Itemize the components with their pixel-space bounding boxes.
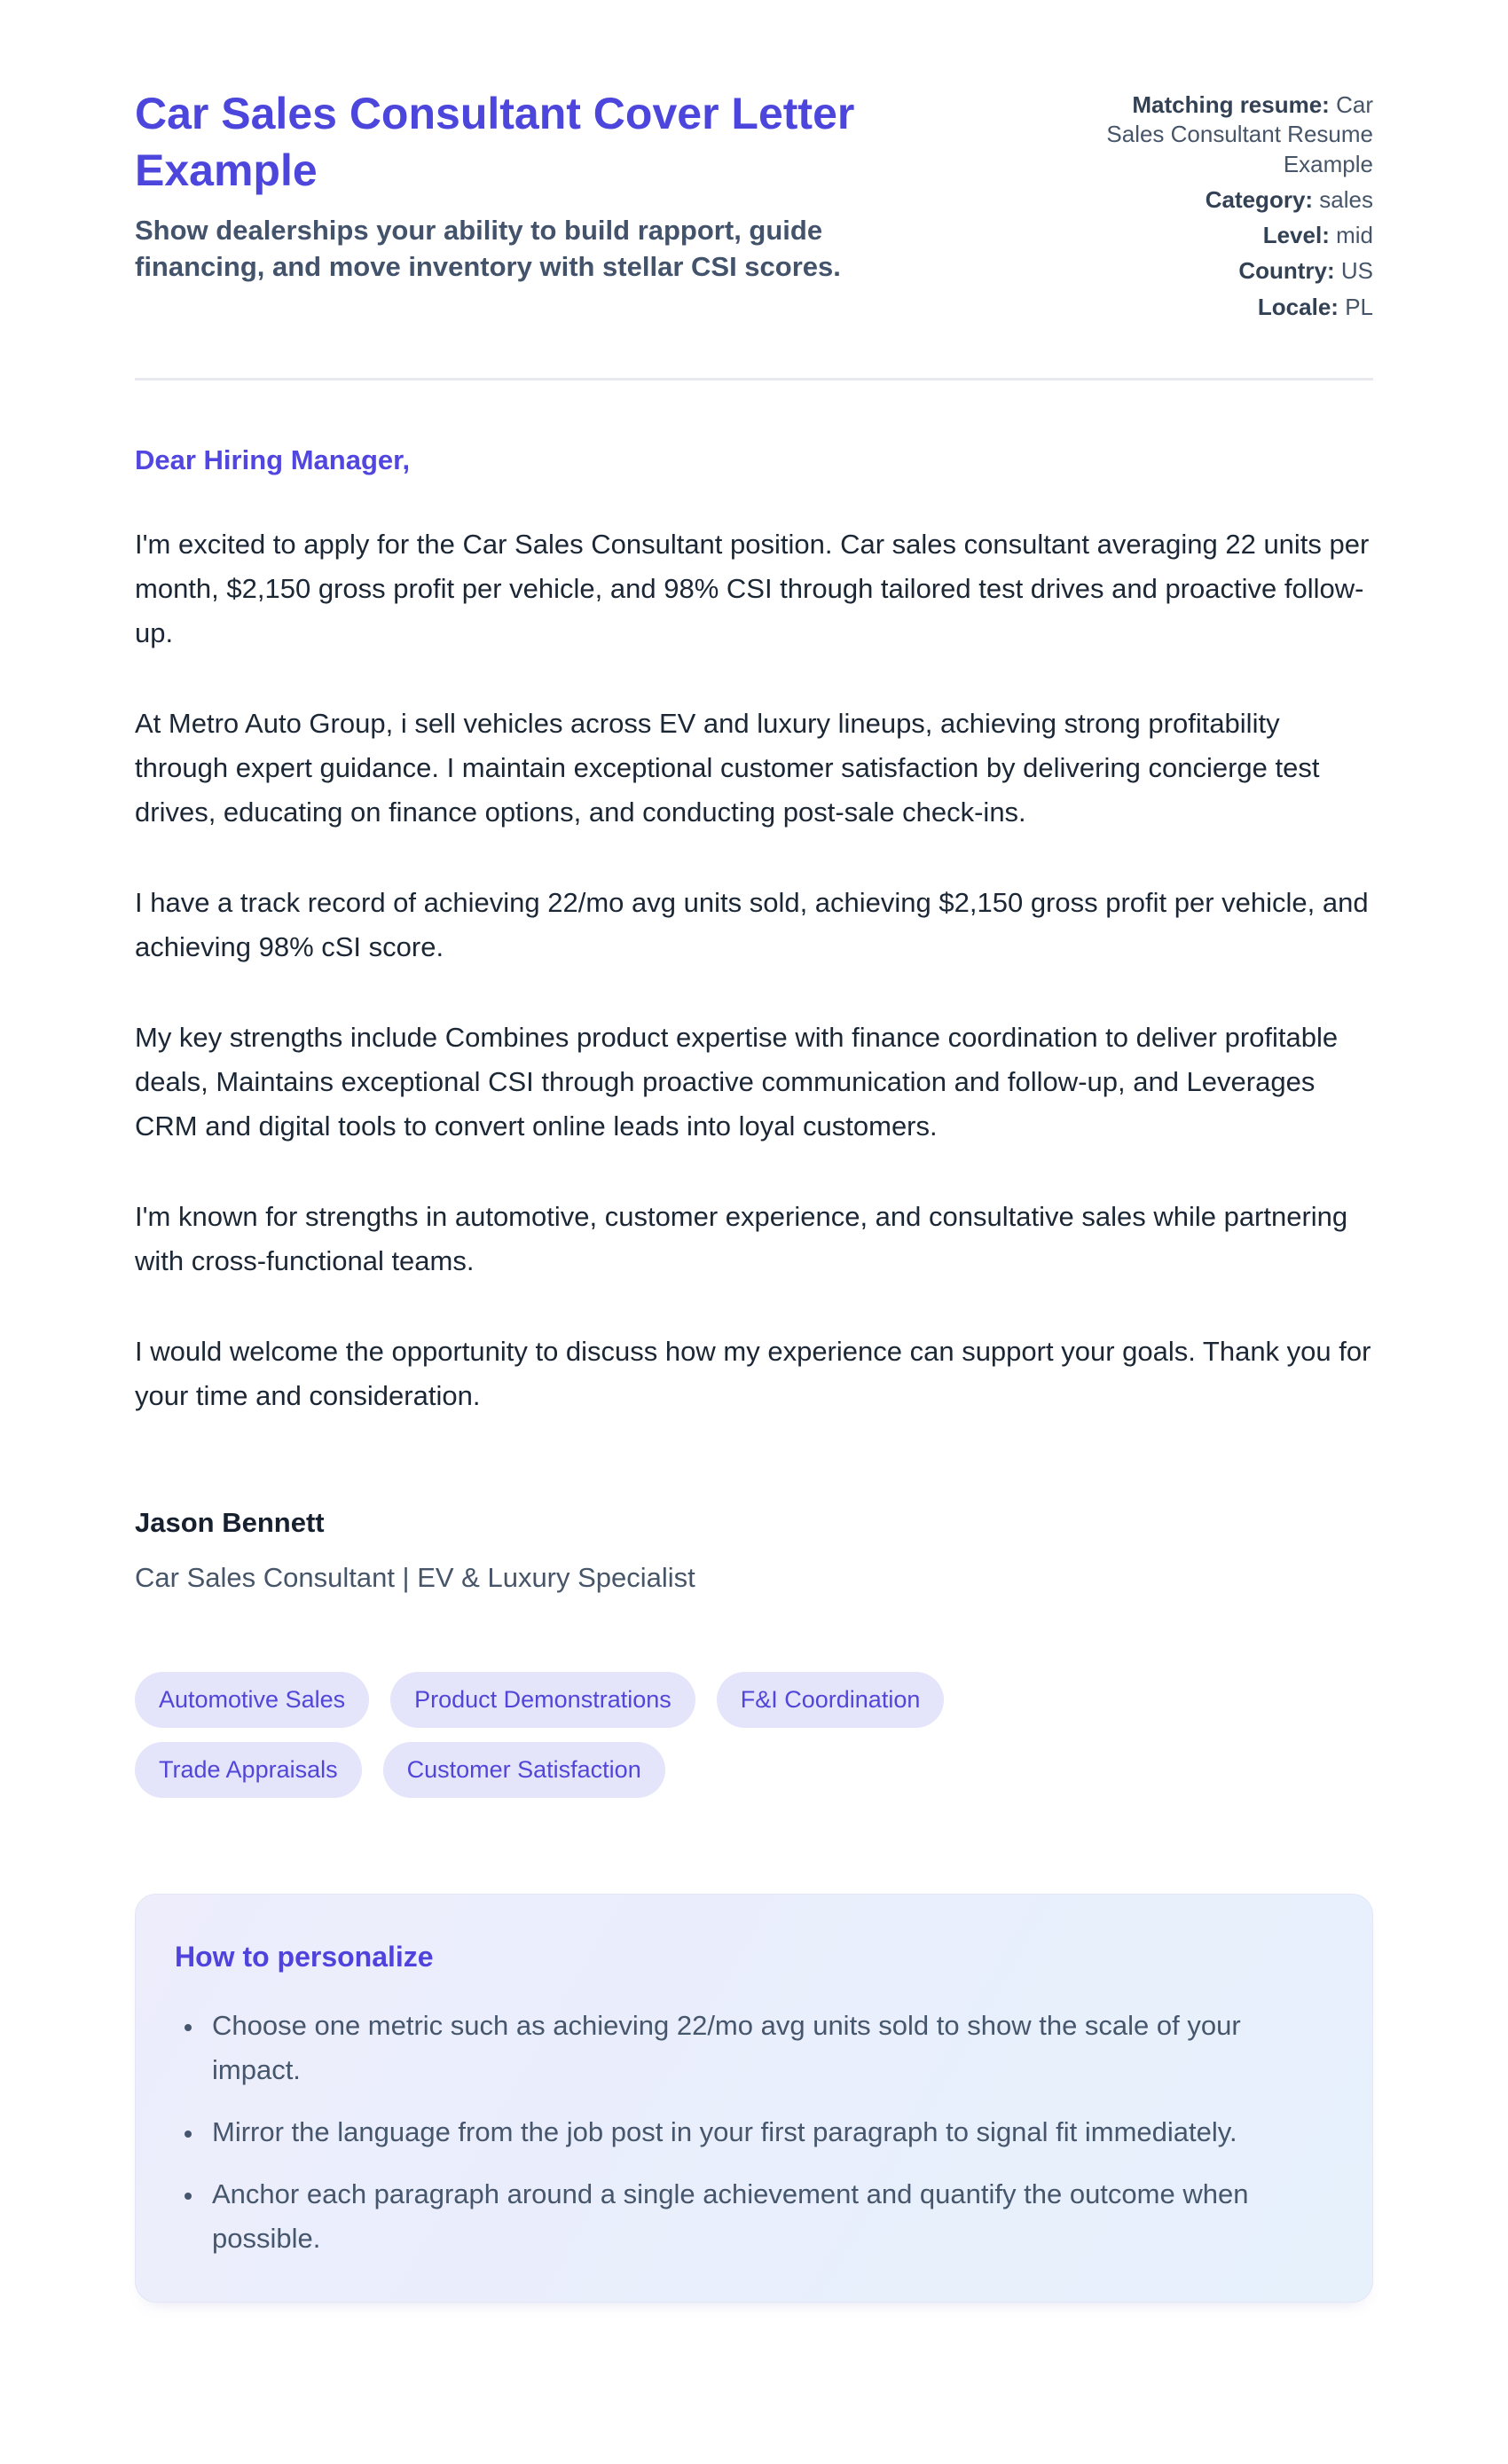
- meta-value: Car Sales Consultant Resume Example: [1106, 91, 1373, 177]
- tip-text: Anchor each paragraph around a single achievement and quantify the outcome when possible.: [212, 2178, 1249, 2254]
- header-title-block: [135, 85, 933, 286]
- header: [135, 85, 1373, 328]
- meta-label: Matching resume:: [1132, 91, 1330, 118]
- meta-level: [1080, 221, 1373, 250]
- meta-category: [1080, 185, 1373, 215]
- header-divider: [135, 378, 1373, 381]
- tip-text: Choose one metric such as achieving 22/mo avg units sold to show the scale of your impact.: [212, 2009, 1241, 2085]
- tips-title: How to personalize: [175, 1940, 434, 1973]
- skill-tag-automotive-sales[interactable]: Automotive Sales: [135, 1672, 369, 1728]
- meta-value: PL: [1345, 293, 1373, 320]
- skill-tag-customer-satisfaction[interactable]: Customer Satisfaction: [383, 1742, 665, 1798]
- paragraph-2: At Metro Auto Group, i sell vehicles across EV and luxury lineups, achieving strong profitability through expert guidance. I maintain exceptional customer satisfaction by delivering concierge test drives, educating on finance options, and conducting post-sale check-ins.: [135, 707, 1320, 828]
- meta-label: Level:: [1262, 222, 1330, 249]
- meta-country: [1080, 256, 1373, 286]
- skill-tag-fi-coordination[interactable]: F&I Coordination: [717, 1672, 945, 1728]
- letter-body: [135, 444, 1373, 2303]
- meta-matching-resume: [1080, 90, 1373, 179]
- skill-tag-product-demonstrations[interactable]: Product Demonstrations: [390, 1672, 695, 1728]
- paragraph-5: I'm known for strengths in automotive, customer experience, and consultative sales while partnering with cross-functional teams.: [135, 1200, 1348, 1276]
- tips-list: [175, 2004, 1323, 2261]
- meta-value: mid: [1336, 222, 1373, 249]
- meta-label: Locale:: [1257, 293, 1339, 320]
- paragraph-1: I'm excited to apply for the Car Sales Consultant position. Car sales consultant averaging 22 units per month, $2,150 gross profit per vehicle, and 98% CSI through tailored test drives and proactive follow-up.: [135, 528, 1370, 648]
- paragraph-4: My key strengths include Combines product expertise with finance coordination to deliver profitable deals, Maintains exceptional CSI through proactive communication and follow-up, and Leverages CRM and digital tools to convert online leads into loyal customers.: [135, 1021, 1339, 1142]
- meta-value: sales: [1319, 185, 1373, 213]
- paragraph-6: I would welcome the opportunity to discuss how my experience can support your goals. Thank you for your time and consideration.: [135, 1335, 1371, 1411]
- signature-title: Car Sales Consultant | EV & Luxury Specialist: [135, 1561, 695, 1593]
- meta-locale: [1080, 293, 1373, 322]
- meta-label: Category:: [1205, 185, 1314, 213]
- meta-label: Country:: [1238, 257, 1335, 285]
- tip-item-3: [205, 2172, 1323, 2261]
- paragraph-3: I have a track record of achieving 22/mo avg units sold, achieving $2,150 gross profit per vehicle, and achieving 98% cSI score.: [135, 886, 1369, 962]
- page-title: Car Sales Consultant Cover Letter Example: [135, 89, 855, 195]
- meta-block: [1080, 90, 1373, 328]
- skill-tag-trade-appraisals[interactable]: Trade Appraisals: [135, 1742, 362, 1798]
- skill-tags: [135, 1672, 1164, 1798]
- tip-text: Mirror the language from the job post in your first paragraph to signal fit immediately.: [212, 2115, 1237, 2147]
- meta-value: US: [1340, 257, 1373, 285]
- signature-name: Jason Bennett: [135, 1506, 325, 1538]
- page-subtitle: Show dealerships your ability to build rapport, guide financing, and move inventory with stellar CSI scores.: [135, 215, 841, 282]
- tip-item-2: [205, 2110, 1323, 2154]
- tips-card: [135, 1894, 1373, 2303]
- greeting: Dear Hiring Manager,: [135, 443, 411, 475]
- tip-item-1: [205, 2004, 1323, 2092]
